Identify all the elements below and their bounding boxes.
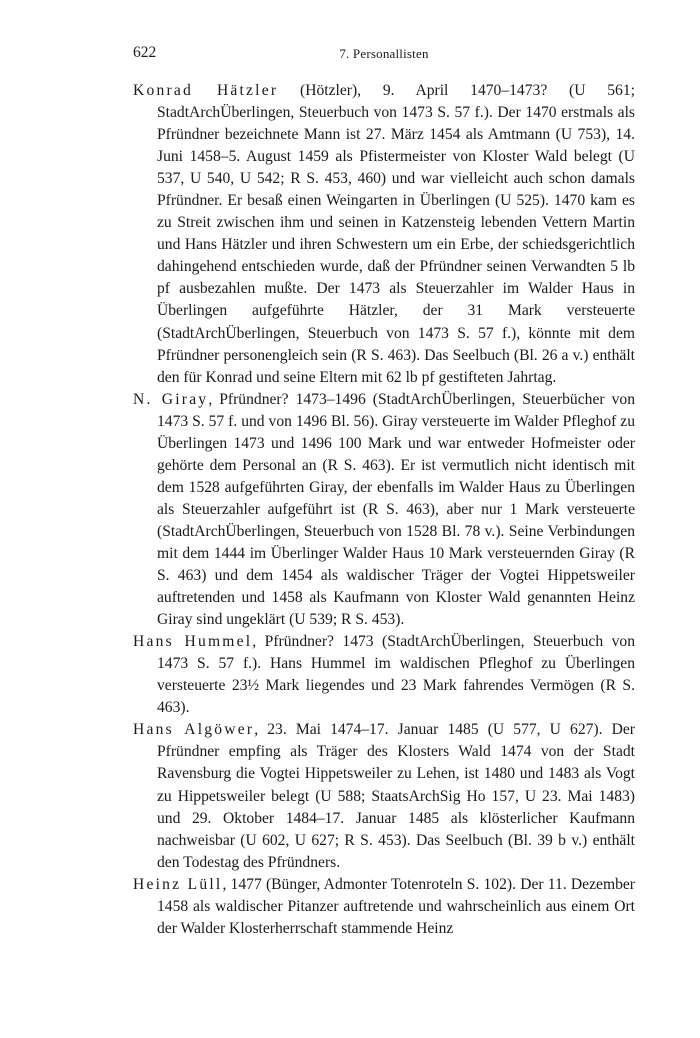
- entry-text: , Pfründner? 1473–1496 (StadtArchÜberlingen, Steuerbücher von 1473 S. 57 f. und von 1496 Bl. 56). Giray versteuerte im Walder Pfleghof zu Überlingen 1473 und 1496 100 Mark und war entweder Hofmeister oder gehörte dem Personal an (R S. 463). Er ist vermutlich nicht identisch mit dem 1528 aufgeführten Giray, der ebenfalls im Walder Haus zu Überlingen als Steuerzahler aufgeführt ist (R S. 463), aber nur 1 Mark versteuerte (StadtArchÜberlingen, Steuerbuch von 1528 Bl. 78 v.). Seine Verbindungen mit dem 1444 im Überlinger Walder Haus 10 Mark versteuernden Giray (R S. 463) und dem 1454 als waldischer Träger der Vogtei Hippetsweiler auftretenden und 1458 als Kaufmann von Kloster Wald genannten Heinz Giray sind ungeklärt (U 539; R S. 453).: [157, 390, 635, 629]
- entry-name: Hans Hummel: [133, 633, 253, 651]
- entry-text: , 1477 (Bünger, Admonter Totenroteln S. 102). Der 11. Dezember 1458 als waldischer Pitanzer auftretende und wahrscheinlich aus einem Ort der Walder Klosterherrschaft stammende Heinz: [157, 875, 635, 937]
- entry-name: Hans Algöwer: [133, 721, 255, 739]
- entry-konrad-haetzler: [133, 80, 635, 389]
- page-header: [133, 44, 635, 68]
- entry-name: Konrad Hätzler: [133, 82, 279, 99]
- entry-text: (Hötzler), 9. April 1470–1473? (U 561; StadtArchÜberlingen, Steuerbuch von 1473 S. 57 f.). Der 1470 erstmals als Pfründner bezeichnete Mann ist 27. März 1454 als Amtmann (U 753), 14. Juni 1458–5. August 1459 als Pfistermeister von Kloster Wald belegt (U 537, U 540, U 542; R S. 453, 460) und war vielleicht auch schon damals Pfründner. Er besaß einen Weingarten in Überlingen (U 525). 1470 kam es zu Streit zwischen ihm und seinen in Katzensteig lebenden Vettern Martin und Hans Hätzler und ihren Schwestern um ein Erbe, der schiedsgerichtlich dahingehend entschieden wurde, daß der Pfründner seinen Verwandten 5 lb pf ausbezahlen mußte. Der 1473 als Steuerzahler im Walder Haus in Überlingen aufgeführte Hätzler, der 31 Mark versteuerte (StadtArchÜberlingen, Steuerbuch von 1473 S. 57 f.), könnte mit dem Pfründner personengleich sein (R S. 463). Das Seelbuch (Bl. 26 a v.) enthält den für Konrad und seine Eltern mit 62 lb pf gestifteten Jahrtag.: [157, 82, 635, 386]
- running-title: 7. Personallisten: [339, 46, 429, 61]
- entry-list: [133, 80, 635, 940]
- entry-hans-hummel: [133, 631, 635, 719]
- entry-text: , Pfründner? 1473 (StadtArchÜberlingen, Steuerbuch von 1473 S. 57 f.). Hans Hummel im waldischen Pfleghof zu Überlingen versteuerte 23½ Mark liegendes und 23 Mark fahrendes Vermögen (R S. 463).: [157, 633, 636, 717]
- entry-n-giray: [133, 389, 635, 632]
- entry-name: N. Giray: [133, 390, 209, 408]
- entry-hans-algoewer: [133, 719, 635, 873]
- page-number: 622: [133, 44, 157, 61]
- entry-name: Heinz Lüll: [133, 875, 223, 893]
- entry-heinz-luell: [133, 874, 635, 940]
- entry-text: , 23. Mai 1474–17. Januar 1485 (U 577, U 627). Der Pfründner empfing als Träger des Klosters Wald 1474 von der Stadt Ravensburg die Vogtei Hippetsweiler zu Lehen, ist 1480 und 1483 als Vogt zu Hippetsweiler belegt (U 588; StaatsArchSig Ho 157, U 23. Mai 1483) und 29. Oktober 1484–17. Januar 1485 als klösterlicher Kaufmann nachweisbar (U 602, U 627; R S. 453). Das Seelbuch (Bl. 39 b v.) enthält den Todestag des Pfründners.: [157, 721, 636, 871]
